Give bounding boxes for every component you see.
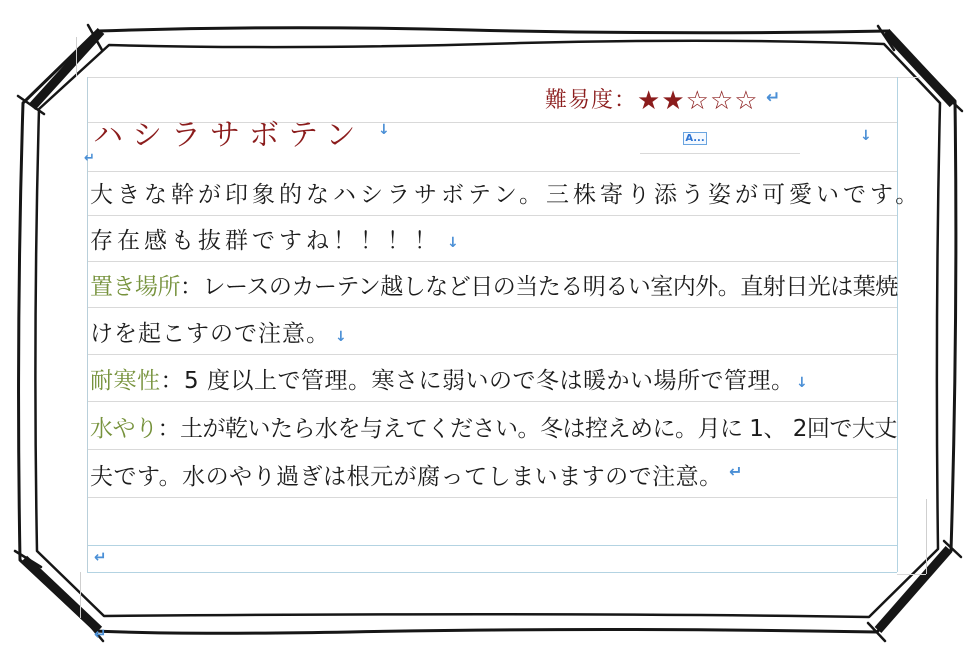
table-gridline	[87, 572, 897, 573]
paragraph-row[interactable]	[90, 177, 950, 213]
table-gridline	[87, 77, 88, 572]
table-gridline	[897, 574, 926, 575]
line-break-mark: ↓	[447, 235, 459, 251]
difficulty-label: 難易度：	[545, 88, 638, 113]
table-gridline	[87, 497, 897, 498]
paragraph-label: 耐寒性	[90, 368, 161, 394]
paragraph-text: 存在感も抜群ですね！！！！	[90, 228, 441, 254]
table-gridline	[87, 171, 897, 172]
paragraph-text: ：レースのカーテン越しなど日の当たる明るい室内外。直射日光は葉焼	[180, 274, 898, 300]
table-gridline	[87, 354, 897, 355]
table-gridline	[87, 307, 897, 308]
paragraph-row[interactable]	[90, 316, 950, 352]
page-margin-boundary	[80, 572, 81, 618]
line-break-mark: ↓	[796, 375, 808, 391]
paragraph-row[interactable]	[90, 223, 950, 259]
page-margin-boundary	[76, 37, 77, 77]
paragraph-label: 置き場所	[90, 274, 180, 300]
paragraph-mark: ↵	[94, 625, 107, 643]
page-margin-boundary	[926, 499, 927, 574]
paragraph-row[interactable]	[90, 269, 950, 305]
anchor-badge[interactable]: A...	[683, 132, 707, 145]
paragraph-text: 夫です。水のやり過ぎは根元が腐ってしまいますので注意。	[90, 464, 723, 490]
table-gridline	[87, 545, 897, 546]
paragraph-row[interactable]	[90, 459, 950, 495]
paragraph-label: 水やり	[90, 416, 158, 442]
paragraph-row[interactable]	[90, 411, 950, 447]
line-break-mark: ↓	[378, 122, 390, 138]
paragraph-text: 大きな幹が印象的なハシラサボテン。三株寄り添う姿が可愛いです。	[90, 182, 923, 208]
difficulty-line[interactable]	[545, 88, 759, 114]
line-break-mark: ↓	[860, 128, 872, 144]
line-break-mark: ↓	[335, 329, 347, 345]
paragraph-row[interactable]	[90, 363, 950, 399]
paragraph-text: けを起こすので注意。	[90, 321, 330, 347]
paragraph-mark: ↵	[94, 548, 107, 566]
table-gridline	[87, 449, 897, 450]
paragraph-mark: ↵	[729, 462, 743, 481]
difficulty-stars: ★★☆☆☆	[637, 86, 759, 116]
page-title[interactable]: ハシラサボテン	[93, 118, 365, 153]
paragraph-mark: ↵	[766, 88, 781, 108]
table-gridline	[87, 261, 897, 262]
paragraph-text: ：5 度以上で管理。寒さに弱いので冬は暖かい場所で管理。	[160, 368, 795, 394]
paragraph-mark: ↵	[84, 151, 95, 166]
table-gridline	[640, 153, 800, 154]
table-gridline	[87, 77, 920, 78]
paragraph-text: ：土が乾いたら水を与えてください。冬は控えめに。月に 1、 2回で大丈	[157, 416, 897, 442]
table-gridline	[87, 401, 897, 402]
table-gridline	[87, 215, 897, 216]
